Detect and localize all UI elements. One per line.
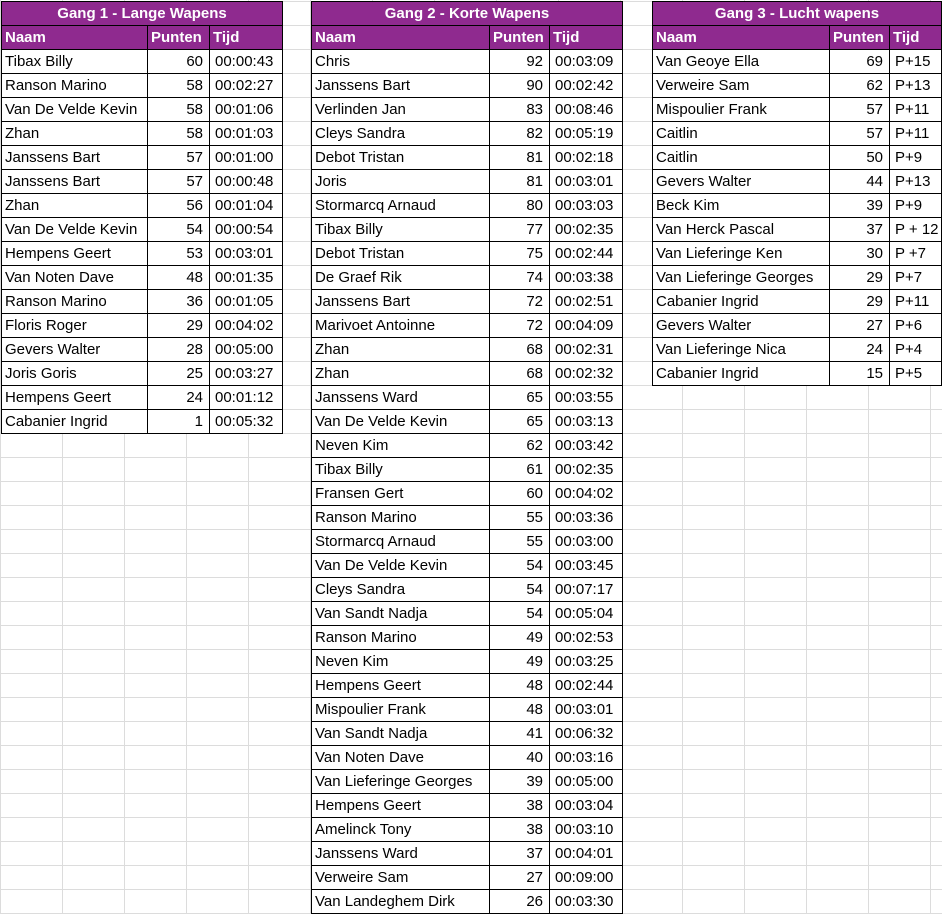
cell-tijd[interactable]: 00:01:05	[210, 290, 283, 314]
table-row	[312, 746, 623, 770]
table-row	[312, 722, 623, 746]
cell-naam[interactable]: Verweire Sam	[653, 74, 830, 98]
cell-tijd[interactable]: 00:03:16	[550, 746, 623, 770]
cell-punten[interactable]: 74	[490, 266, 550, 290]
table-row	[2, 170, 283, 194]
cell-punten[interactable]: 72	[490, 290, 550, 314]
table-row	[312, 218, 623, 242]
cell-punten[interactable]: 92	[490, 50, 550, 74]
table-row	[653, 242, 942, 266]
table-row	[312, 698, 623, 722]
table-row	[2, 146, 283, 170]
table-row	[312, 506, 623, 530]
cell-punten[interactable]: 27	[830, 314, 890, 338]
table-row	[312, 602, 623, 626]
cell-naam[interactable]: Mispoulier Frank	[653, 98, 830, 122]
table-row	[2, 362, 283, 386]
table-body	[2, 50, 283, 434]
cell-naam[interactable]: Cabanier Ingrid	[653, 362, 830, 386]
cell-naam[interactable]: Van De Velde Kevin	[312, 554, 490, 578]
column-header-punten[interactable]: Punten	[148, 26, 210, 50]
cell-naam[interactable]: De Graef Rik	[312, 266, 490, 290]
table-row	[312, 674, 623, 698]
table-row	[653, 314, 942, 338]
table-row	[312, 122, 623, 146]
cell-punten[interactable]: 36	[148, 290, 210, 314]
cell-tijd[interactable]: 00:03:25	[550, 650, 623, 674]
cell-naam[interactable]: Van Noten Dave	[2, 266, 148, 290]
table-row	[2, 74, 283, 98]
table-row	[312, 458, 623, 482]
table-row	[312, 842, 623, 866]
cell-punten[interactable]: 49	[490, 650, 550, 674]
table-title[interactable]: Gang 3 - Lucht wapens	[653, 2, 942, 26]
table-row	[2, 50, 283, 74]
cell-tijd[interactable]: 00:05:32	[210, 410, 283, 434]
cell-tijd[interactable]: 00:02:35	[550, 218, 623, 242]
cell-punten[interactable]: 53	[148, 242, 210, 266]
cell-naam[interactable]: Hempens Geert	[312, 794, 490, 818]
cell-punten[interactable]: 29	[148, 314, 210, 338]
cell-tijd[interactable]: P+13	[890, 170, 942, 194]
cell-naam[interactable]: Ranson Marino	[2, 290, 148, 314]
cell-naam[interactable]: Hempens Geert	[2, 242, 148, 266]
cell-tijd[interactable]: 00:01:03	[210, 122, 283, 146]
cell-punten[interactable]: 58	[148, 98, 210, 122]
cell-punten[interactable]: 15	[830, 362, 890, 386]
table-row	[2, 98, 283, 122]
cell-tijd[interactable]: 00:03:04	[550, 794, 623, 818]
table-row	[653, 74, 942, 98]
cell-tijd[interactable]: 00:08:46	[550, 98, 623, 122]
cell-naam[interactable]: Debot Tristan	[312, 146, 490, 170]
cell-tijd[interactable]: 00:02:44	[550, 674, 623, 698]
cell-tijd[interactable]: P +7	[890, 242, 942, 266]
cell-tijd[interactable]: 00:03:03	[550, 194, 623, 218]
cell-punten[interactable]: 68	[490, 338, 550, 362]
table-title[interactable]: Gang 1 - Lange Wapens	[2, 2, 283, 26]
cell-tijd[interactable]: P + 12	[890, 218, 942, 242]
cell-tijd[interactable]: 00:06:32	[550, 722, 623, 746]
cell-tijd[interactable]: 00:03:00	[550, 530, 623, 554]
cell-punten[interactable]: 30	[830, 242, 890, 266]
cell-punten[interactable]: 62	[490, 434, 550, 458]
table-body	[653, 50, 942, 386]
cell-punten[interactable]: 80	[490, 194, 550, 218]
cell-punten[interactable]: 37	[830, 218, 890, 242]
cell-punten[interactable]: 55	[490, 506, 550, 530]
cell-tijd[interactable]: 00:04:01	[550, 842, 623, 866]
cell-naam[interactable]: Joris Goris	[2, 362, 148, 386]
table-row	[2, 122, 283, 146]
table-row	[2, 194, 283, 218]
table-row	[312, 242, 623, 266]
cell-tijd[interactable]: P+6	[890, 314, 942, 338]
cell-tijd[interactable]: 00:01:06	[210, 98, 283, 122]
cell-naam[interactable]: Mispoulier Frank	[312, 698, 490, 722]
table-row	[312, 818, 623, 842]
column-header-naam[interactable]: Naam	[2, 26, 148, 50]
table-row	[653, 170, 942, 194]
cell-punten[interactable]: 39	[830, 194, 890, 218]
cell-naam[interactable]: Verweire Sam	[312, 866, 490, 890]
table-row	[312, 650, 623, 674]
cell-tijd[interactable]: 00:01:35	[210, 266, 283, 290]
cell-naam[interactable]: Gevers Walter	[653, 170, 830, 194]
table-row	[312, 434, 623, 458]
cell-punten[interactable]: 57	[148, 146, 210, 170]
cell-naam[interactable]: Janssens Bart	[2, 170, 148, 194]
cell-naam[interactable]: Amelinck Tony	[312, 818, 490, 842]
cell-tijd[interactable]: 00:00:48	[210, 170, 283, 194]
column-header-tijd[interactable]: Tijd	[210, 26, 283, 50]
cell-punten[interactable]: 41	[490, 722, 550, 746]
cell-punten[interactable]: 75	[490, 242, 550, 266]
cell-punten[interactable]: 40	[490, 746, 550, 770]
cell-tijd[interactable]: P+9	[890, 146, 942, 170]
cell-tijd[interactable]: 00:03:30	[550, 890, 623, 914]
table-row	[312, 170, 623, 194]
cell-punten[interactable]: 57	[148, 170, 210, 194]
cell-tijd[interactable]: P+11	[890, 122, 942, 146]
cell-naam[interactable]: Marivoet Antoinne	[312, 314, 490, 338]
cell-punten[interactable]: 57	[830, 98, 890, 122]
cell-naam[interactable]: Caitlin	[653, 122, 830, 146]
table-row	[653, 194, 942, 218]
table-row	[312, 482, 623, 506]
table-row	[2, 218, 283, 242]
table-row	[312, 74, 623, 98]
column-header-tijd[interactable]: Tijd	[550, 26, 623, 50]
table-row	[312, 386, 623, 410]
table-row	[312, 50, 623, 74]
cell-tijd[interactable]: 00:03:38	[550, 266, 623, 290]
cell-tijd[interactable]: 00:02:27	[210, 74, 283, 98]
cell-punten[interactable]: 54	[490, 602, 550, 626]
cell-punten[interactable]: 72	[490, 314, 550, 338]
cell-tijd[interactable]: 00:02:32	[550, 362, 623, 386]
cell-naam[interactable]: Beck Kim	[653, 194, 830, 218]
table-row	[312, 554, 623, 578]
cell-naam[interactable]: Ranson Marino	[312, 626, 490, 650]
table-row	[2, 290, 283, 314]
table-row	[2, 386, 283, 410]
cell-punten[interactable]: 56	[148, 194, 210, 218]
cell-punten[interactable]: 69	[830, 50, 890, 74]
cell-naam[interactable]: Cleys Sandra	[312, 578, 490, 602]
cell-punten[interactable]: 24	[148, 386, 210, 410]
table-row	[312, 410, 623, 434]
cell-punten[interactable]: 38	[490, 818, 550, 842]
cell-naam[interactable]: Verlinden Jan	[312, 98, 490, 122]
cell-naam[interactable]: Cleys Sandra	[312, 122, 490, 146]
cell-tijd[interactable]: 00:03:01	[550, 698, 623, 722]
cell-naam[interactable]: Gevers Walter	[2, 338, 148, 362]
cell-punten[interactable]: 29	[830, 290, 890, 314]
cell-naam[interactable]: Debot Tristan	[312, 242, 490, 266]
cell-tijd[interactable]: 00:03:09	[550, 50, 623, 74]
cell-punten[interactable]: 28	[148, 338, 210, 362]
cell-punten[interactable]: 62	[830, 74, 890, 98]
cell-naam[interactable]: Van Noten Dave	[312, 746, 490, 770]
cell-tijd[interactable]: 00:01:12	[210, 386, 283, 410]
cell-naam[interactable]: Van Sandt Nadja	[312, 602, 490, 626]
table-row	[312, 266, 623, 290]
table-row	[312, 770, 623, 794]
cell-punten[interactable]: 57	[830, 122, 890, 146]
cell-punten[interactable]: 50	[830, 146, 890, 170]
cell-punten[interactable]: 54	[148, 218, 210, 242]
cell-naam[interactable]: Tibax Billy	[2, 50, 148, 74]
cell-naam[interactable]: Zhan	[2, 194, 148, 218]
table-row	[653, 338, 942, 362]
cell-naam[interactable]: Caitlin	[653, 146, 830, 170]
cell-tijd[interactable]: 00:04:02	[210, 314, 283, 338]
cell-naam[interactable]: Zhan	[312, 362, 490, 386]
table-row	[312, 626, 623, 650]
cell-naam[interactable]: Neven Kim	[312, 650, 490, 674]
cell-naam[interactable]: Van De Velde Kevin	[2, 218, 148, 242]
cell-tijd[interactable]: 00:02:31	[550, 338, 623, 362]
cell-naam[interactable]: Cabanier Ingrid	[2, 410, 148, 434]
cell-tijd[interactable]: 00:02:51	[550, 290, 623, 314]
cell-tijd[interactable]: P+13	[890, 74, 942, 98]
cell-naam[interactable]: Janssens Bart	[2, 146, 148, 170]
cell-tijd[interactable]: P+4	[890, 338, 942, 362]
cell-naam[interactable]: Fransen Gert	[312, 482, 490, 506]
table-row	[653, 362, 942, 386]
cell-naam[interactable]: Cabanier Ingrid	[653, 290, 830, 314]
cell-punten[interactable]: 48	[148, 266, 210, 290]
cell-tijd[interactable]: P+9	[890, 194, 942, 218]
cell-tijd[interactable]: 00:05:19	[550, 122, 623, 146]
cell-punten[interactable]: 48	[490, 698, 550, 722]
table-row	[312, 98, 623, 122]
cell-punten[interactable]: 83	[490, 98, 550, 122]
cell-punten[interactable]: 26	[490, 890, 550, 914]
table-row	[2, 410, 283, 434]
cell-punten[interactable]: 54	[490, 578, 550, 602]
cell-tijd[interactable]: 00:02:44	[550, 242, 623, 266]
cell-tijd[interactable]: P+15	[890, 50, 942, 74]
cell-punten[interactable]: 58	[148, 74, 210, 98]
cell-naam[interactable]: Janssens Ward	[312, 386, 490, 410]
cell-naam[interactable]: Ranson Marino	[312, 506, 490, 530]
cell-naam[interactable]: Van Sandt Nadja	[312, 722, 490, 746]
cell-naam[interactable]: Hempens Geert	[312, 674, 490, 698]
table-gang-2	[311, 1, 623, 914]
table-row	[653, 146, 942, 170]
cell-tijd[interactable]: P+7	[890, 266, 942, 290]
cell-naam[interactable]: Floris Roger	[2, 314, 148, 338]
cell-tijd[interactable]: 00:03:10	[550, 818, 623, 842]
cell-tijd[interactable]: P+11	[890, 98, 942, 122]
table-row	[312, 530, 623, 554]
cell-naam[interactable]: Janssens Bart	[312, 290, 490, 314]
table-row	[312, 290, 623, 314]
cell-tijd[interactable]: 00:03:45	[550, 554, 623, 578]
table-row	[312, 794, 623, 818]
cell-naam[interactable]: Ranson Marino	[2, 74, 148, 98]
cell-punten[interactable]: 60	[490, 482, 550, 506]
cell-naam[interactable]: Janssens Bart	[312, 74, 490, 98]
cell-tijd[interactable]: 00:03:55	[550, 386, 623, 410]
table-row	[653, 50, 942, 74]
table-row	[2, 266, 283, 290]
cell-tijd[interactable]: 00:05:04	[550, 602, 623, 626]
cell-tijd[interactable]: 00:03:13	[550, 410, 623, 434]
table-row	[653, 122, 942, 146]
table-row	[2, 314, 283, 338]
cell-punten[interactable]: 90	[490, 74, 550, 98]
cell-naam[interactable]: Van Lieferinge Ken	[653, 242, 830, 266]
table-title[interactable]: Gang 2 - Korte Wapens	[312, 2, 623, 26]
cell-punten[interactable]: 48	[490, 674, 550, 698]
table-row	[312, 362, 623, 386]
cell-tijd[interactable]: 00:02:35	[550, 458, 623, 482]
cell-tijd[interactable]: 00:07:17	[550, 578, 623, 602]
cell-punten[interactable]: 1	[148, 410, 210, 434]
cell-tijd[interactable]: 00:04:09	[550, 314, 623, 338]
cell-tijd[interactable]: 00:03:42	[550, 434, 623, 458]
cell-punten[interactable]: 82	[490, 122, 550, 146]
cell-punten[interactable]: 61	[490, 458, 550, 482]
cell-tijd[interactable]: 00:03:01	[550, 170, 623, 194]
cell-punten[interactable]: 49	[490, 626, 550, 650]
cell-punten[interactable]: 39	[490, 770, 550, 794]
cell-punten[interactable]: 60	[148, 50, 210, 74]
cell-tijd[interactable]: P+5	[890, 362, 942, 386]
table-row	[653, 218, 942, 242]
cell-naam[interactable]: Tibax Billy	[312, 458, 490, 482]
cell-naam[interactable]: Neven Kim	[312, 434, 490, 458]
table-row	[312, 866, 623, 890]
cell-naam[interactable]: Van Lieferinge Nica	[653, 338, 830, 362]
cell-naam[interactable]: Van Herck Pascal	[653, 218, 830, 242]
table-row	[653, 266, 942, 290]
cell-punten[interactable]: 68	[490, 362, 550, 386]
cell-tijd[interactable]: 00:05:00	[210, 338, 283, 362]
cell-punten[interactable]: 54	[490, 554, 550, 578]
cell-naam[interactable]: Gevers Walter	[653, 314, 830, 338]
cell-tijd[interactable]: 00:03:36	[550, 506, 623, 530]
table-row	[653, 98, 942, 122]
cell-naam[interactable]: Stormarcq Arnaud	[312, 194, 490, 218]
cell-punten[interactable]: 24	[830, 338, 890, 362]
cell-naam[interactable]: Janssens Ward	[312, 842, 490, 866]
cell-punten[interactable]: 25	[148, 362, 210, 386]
cell-tijd[interactable]: P+11	[890, 290, 942, 314]
cell-punten[interactable]: 37	[490, 842, 550, 866]
cell-naam[interactable]: Van Lieferinge Georges	[312, 770, 490, 794]
cell-naam[interactable]: Joris	[312, 170, 490, 194]
cell-tijd[interactable]: 00:02:18	[550, 146, 623, 170]
cell-naam[interactable]: Zhan	[312, 338, 490, 362]
table-row	[312, 146, 623, 170]
cell-naam[interactable]: Chris	[312, 50, 490, 74]
cell-punten[interactable]: 44	[830, 170, 890, 194]
column-header-tijd[interactable]: Tijd	[890, 26, 942, 50]
cell-naam[interactable]: Van Lieferinge Georges	[653, 266, 830, 290]
table-row	[312, 194, 623, 218]
cell-naam[interactable]: Zhan	[2, 122, 148, 146]
column-header-naam[interactable]: Naam	[653, 26, 830, 50]
table-body	[312, 50, 623, 914]
table-row	[312, 338, 623, 362]
cell-naam[interactable]: Stormarcq Arnaud	[312, 530, 490, 554]
cell-tijd[interactable]: 00:00:54	[210, 218, 283, 242]
table-row	[312, 578, 623, 602]
cell-tijd[interactable]: 00:01:00	[210, 146, 283, 170]
table-gang-1	[1, 1, 283, 434]
cell-punten[interactable]: 65	[490, 410, 550, 434]
column-header-naam[interactable]: Naam	[312, 26, 490, 50]
cell-punten[interactable]: 77	[490, 218, 550, 242]
cell-tijd[interactable]: 00:02:53	[550, 626, 623, 650]
cell-tijd[interactable]: 00:00:43	[210, 50, 283, 74]
column-header-punten[interactable]: Punten	[830, 26, 890, 50]
cell-punten[interactable]: 81	[490, 146, 550, 170]
cell-punten[interactable]: 27	[490, 866, 550, 890]
cell-naam[interactable]: Tibax Billy	[312, 218, 490, 242]
cell-punten[interactable]: 81	[490, 170, 550, 194]
table-row	[2, 338, 283, 362]
table-row	[312, 890, 623, 914]
cell-tijd[interactable]: 00:03:01	[210, 242, 283, 266]
cell-punten[interactable]: 55	[490, 530, 550, 554]
cell-tijd[interactable]: 00:03:27	[210, 362, 283, 386]
cell-punten[interactable]: 29	[830, 266, 890, 290]
cell-tijd[interactable]: 00:01:04	[210, 194, 283, 218]
cell-tijd[interactable]: 00:04:02	[550, 482, 623, 506]
table-row	[653, 290, 942, 314]
cell-punten[interactable]: 65	[490, 386, 550, 410]
table-row	[312, 314, 623, 338]
cell-tijd[interactable]: 00:02:42	[550, 74, 623, 98]
cell-punten[interactable]: 58	[148, 122, 210, 146]
column-header-punten[interactable]: Punten	[490, 26, 550, 50]
table-gang-3	[652, 1, 942, 386]
cell-punten[interactable]: 38	[490, 794, 550, 818]
cell-naam[interactable]: Van Landeghem Dirk	[312, 890, 490, 914]
cell-tijd[interactable]: 00:05:00	[550, 770, 623, 794]
cell-tijd[interactable]: 00:09:00	[550, 866, 623, 890]
cell-naam[interactable]: Van De Velde Kevin	[2, 98, 148, 122]
table-row	[2, 242, 283, 266]
cell-naam[interactable]: Van De Velde Kevin	[312, 410, 490, 434]
cell-naam[interactable]: Van Geoye Ella	[653, 50, 830, 74]
cell-naam[interactable]: Hempens Geert	[2, 386, 148, 410]
